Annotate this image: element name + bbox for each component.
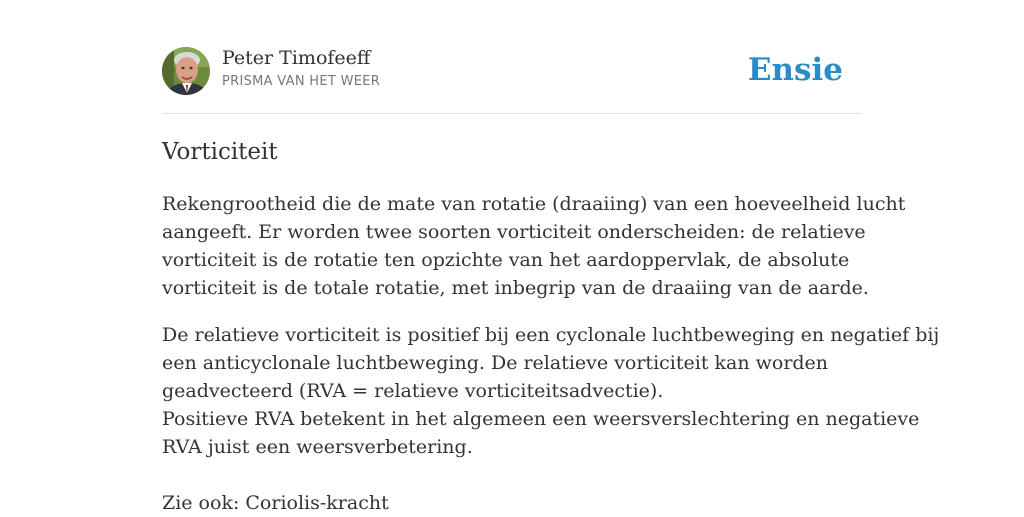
see-also xyxy=(162,489,862,517)
paragraph-line: De relatieve vorticiteit is positief bij een cyclonale luchtbeweging en negatief bij xyxy=(162,324,940,346)
paragraph-line: Rekengrootheid die de mate van rotatie (draaiing) van een hoeveelheid lucht xyxy=(162,193,906,215)
avatar-photo xyxy=(162,47,210,95)
header-divider xyxy=(162,113,862,114)
paragraph-line: vorticiteit is de totale rotatie, met inbegrip van de draaiing van de aarde. xyxy=(162,277,869,299)
author-header xyxy=(162,46,862,96)
brand-logo[interactable]: Ensie xyxy=(747,52,843,88)
author-name[interactable]: Peter Timofeeff xyxy=(222,47,371,69)
see-also-line: Zie ook: Coriolis-kracht xyxy=(162,492,389,514)
paragraph-line: Positieve RVA betekent in het algemeen een weersverslechtering en negatieve xyxy=(162,408,920,430)
author-subtitle[interactable]: PRISMA VAN HET WEER xyxy=(222,74,381,89)
paragraph-line: aangeeft. Er worden twee soorten vorticiteit onderscheiden: de relatieve xyxy=(162,221,866,243)
paragraph-relative-vorticity xyxy=(162,321,940,461)
paragraph-definition xyxy=(162,190,906,302)
entry-card xyxy=(162,0,940,514)
author-avatar[interactable] xyxy=(162,47,210,95)
paragraph-line: RVA juist een weersverbetering. xyxy=(162,436,473,458)
entry-title: Vorticiteit xyxy=(162,139,278,165)
paragraph-line: geadvecteerd (RVA = relatieve vorticiteitsadvectie). xyxy=(162,380,664,402)
paragraph-line: vorticiteit is de rotatie ten opzichte van het aardoppervlak, de absolute xyxy=(162,249,850,271)
paragraph-line: een anticyclonale luchtbeweging. De relatieve vorticiteit kan worden xyxy=(162,352,829,374)
